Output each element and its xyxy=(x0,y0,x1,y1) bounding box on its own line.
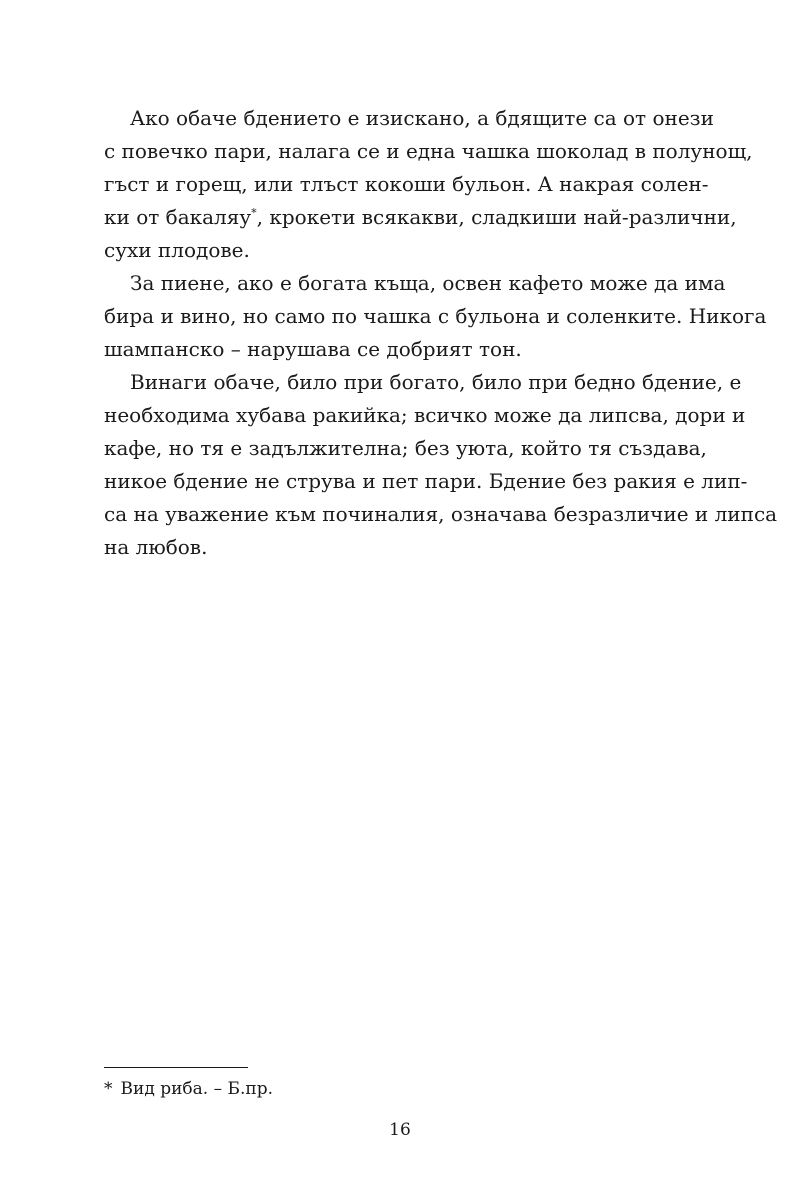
footnote xyxy=(104,1077,273,1101)
text-line: Винаги обаче, било при богато, било при бедно бдение, е xyxy=(130,370,742,394)
text-line: За пиене, ако е богата къща, освен кафето може да има xyxy=(130,271,726,295)
text-line: необходима хубава ракийка; всичко може да липсва, дори и xyxy=(104,403,746,427)
footnote-marker: * xyxy=(251,206,257,220)
text-line: шампанско – нарушава се добрият тон. xyxy=(104,337,522,361)
text-line: на любов. xyxy=(104,535,208,559)
text-line: сухи плодове. xyxy=(104,238,250,262)
page-number: 16 xyxy=(389,1120,411,1140)
text-line: никое бдение не струва и пет пари. Бдение без ракия е лип- xyxy=(104,469,748,493)
text-line: кафе, но тя е задължителна; без уюта, който тя създава, xyxy=(104,436,707,460)
text-line: с повечко пари, налага се и една чашка шоколад в полунощ, xyxy=(104,139,753,163)
text-fragment: ки от бакаляу xyxy=(104,205,252,229)
footnote-separator xyxy=(104,1067,248,1068)
text-line: гъст и горещ, или тлъст кокоши бульон. А накрая солен- xyxy=(104,172,709,196)
footnote-star: * xyxy=(104,1079,113,1099)
text-line xyxy=(104,201,737,234)
text-line: са на уважение към починалия, означава безразличие и липса xyxy=(104,502,778,526)
text-line: бира и вино, но само по чашка с бульона и соленките. Никога xyxy=(104,304,767,328)
text-fragment: , крокети всякакви, сладкиши най-различни, xyxy=(256,205,737,229)
body-text xyxy=(104,102,778,564)
footnote-text: Вид риба. – Б.пр. xyxy=(120,1079,274,1099)
text-line: Ако обаче бдението е изискано, а бдящите са от онези xyxy=(130,106,714,130)
